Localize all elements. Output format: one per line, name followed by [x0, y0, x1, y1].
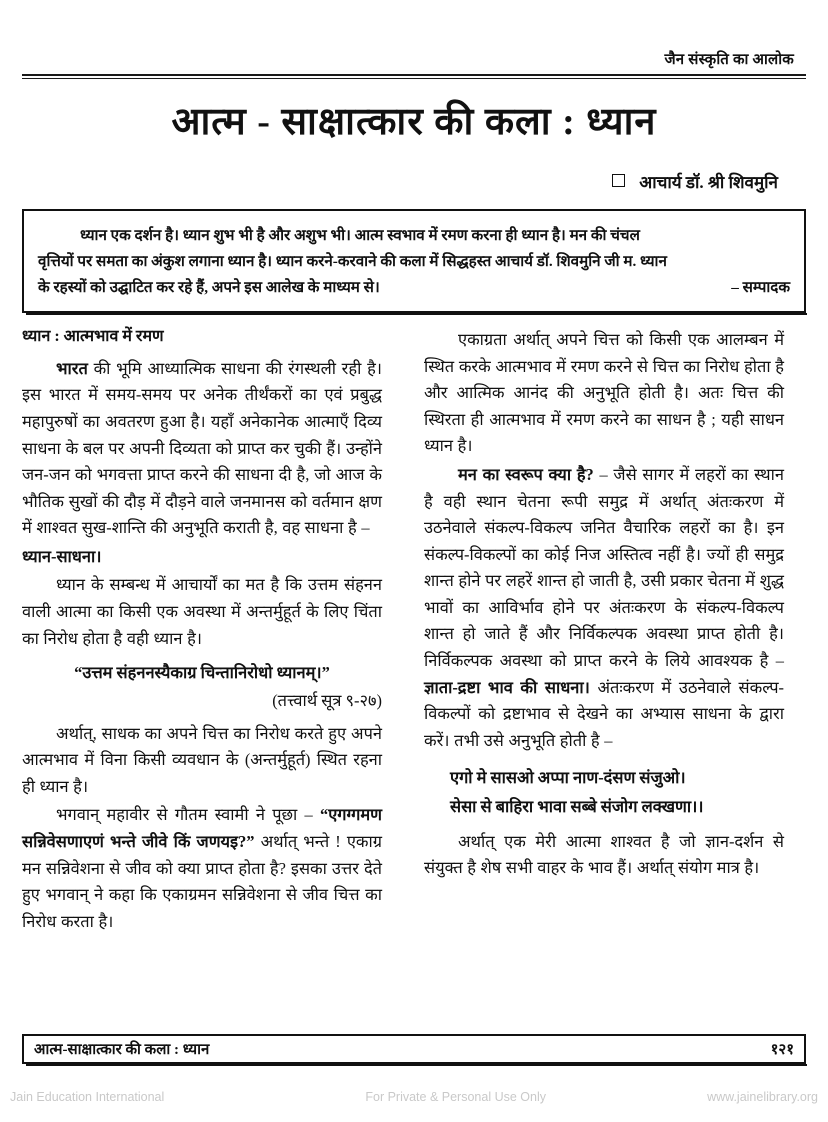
paragraph-left-4 [22, 802, 382, 935]
paragraph-left-1-body: की भूमि आध्यात्मिक साधना की रंगस्थली रही है। इस भारत में समय-समय पर अनेक तीर्थंकरों का एवं प्रबुद्ध महापुरुषों का अवतरण हुआ है। यहाँ अनेकानेक आत्माएँ दिव्य साधना के बल पर अपनी दिव्यता को प्राप्त कर चुकी हैं। उन्होंने जन-जन को भगवत्ता प्राप्त करने की साधना दी है, जो आज के भौतिक सुखों की दौड़ में दौड़ने वाले जनमानस को वर्तमान क्षण में शाश्वत सुख-शान्ति की अनुभूति कराती है, वह साधना है – [22, 358, 382, 538]
paragraph-lead-word: भारत [56, 358, 88, 378]
paragraph-left-1-tail [22, 544, 382, 571]
footer-article-title: आत्म-साक्षात्कार की कला : ध्यान [34, 1042, 210, 1058]
paragraph-left-2: ध्यान के सम्बन्ध में आचार्यों का मत है कि उत्तम संहनन वाली आत्मा का किसी एक अवस्था में अन्तर्मुहूर्त के लिए चिंता का निरोध होता है वही ध्यान है। [22, 575, 382, 648]
running-head: जैन संस्कृति का आलोक [664, 52, 794, 68]
dhyan-sadhana-term: ध्यान-साधना। [22, 546, 102, 566]
gatha-line-2: सेसा से बाहिरा भावा सब्बे संजोग लक्खणा।। [450, 796, 704, 816]
square-bullet-icon [612, 174, 625, 187]
paragraph-right-2-body: – जैसे सागर में लहरों का स्थान है वही स्थान चेतना रूपी समुद्र में अर्थात् अंतःकरण में उठनेवाले संकल्प-विकल्प जनित वैचारिक लहरों का है। इन संकल्प-विकल्पों का कोई निज अस्तित्व नहीं है। ज्यों ही समुद्र शान्त होने पर लहरें शान्त हो जाती है, उसी प्रकार चेतना में शुद्ध भावों का आविर्भाव होने पर अंतःकरण के संकल्प-विकल्प शान्त हो जाते हैं और निर्विकल्पक अवस्था प्राप्त होती है। निर्विकल्पक अवस्था को प्राप्त करने के लिये आवश्यक है – [424, 464, 784, 670]
abstract-line-1: ध्यान एक दर्शन है। ध्यान शुभ भी है और अशुभ भी। आत्म स्वभाव में रमण करना ही ध्यान है। मन की चंचल [80, 226, 640, 244]
scan-footer-left: Jain Education International [10, 1090, 165, 1104]
scan-footer-center: For Private & Personal Use Only [365, 1090, 546, 1104]
gatha-line-1: एगो मे सासओ अप्पा नाण-दंसण संजुओ। [450, 768, 686, 788]
paragraph-right-3: अर्थात् एक मेरी आत्मा शाश्वत है जो ज्ञान-दर्शन से संयुक्त है शेष सभी वाहर के भाव हैं। अर्थात् संयोग मात्र है। [424, 831, 784, 878]
byline [22, 170, 806, 193]
paragraph-right-2-tail: अंतःकरण में उठनेवाले संकल्प-विकल्पों को द्रष्टाभाव से देखने का अभ्यास साधना के द्वारा करें। तभी उसे अनुभूति होती है – [424, 677, 784, 750]
left-column [22, 327, 382, 937]
abstract-signature: – सम्पादक [731, 278, 790, 296]
abstract-line-2: वृत्तियों पर समता का अंकुश लगाना ध्यान है। ध्यान करने-करवाने की कला में सिद्धहस्त आचार्य डॉ. शिवमुनि जी म. ध्यान [38, 252, 667, 270]
paragraph-left-4-post: अर्थात् भन्ते ! एकाग्र मन सन्निवेशना से जीव को क्या प्राप्त होता है? इसका उत्तर देते हुए भगवान् ने कहा कि एकाग्रमन सन्निवेशना से जीव चित्त का निरोध करता है। [22, 832, 382, 931]
abstract-line-3: के रहस्यों को उद्घाटित कर रहे हैं, अपने इस आलेख के माध्यम से। [38, 278, 380, 296]
sanskrit-verse: “उत्तम संहननस्यैकाग्र चिन्तानिरोधो ध्यानम्।” [74, 663, 330, 683]
paragraph-left-3: अर्थात्, साधक का अपने चित्त का निरोध करते हुए अपने आत्मभाव में विना किसी व्यवधान के (अन्तर्मुहूर्त) स्थित रहना ही ध्यान है। [22, 723, 382, 796]
paragraph-right-1: एकाग्रता अर्थात् अपने चित्त को किसी एक आलम्बन में स्थित करके आत्मभाव में रमण करने से चित्त का निरोध होता है और आत्मिक आनंद की अनुभूति होती है। अतः चित्त की स्थिरता ही आत्मभाव में रमण करने का साधन है ; यही साधन ध्यान है। [424, 330, 784, 456]
footer-box [22, 1034, 806, 1064]
section-subheading: ध्यान : आत्मभाव में रमण [22, 328, 164, 346]
scan-footer-right[interactable]: www.jainelibrary.org [707, 1090, 818, 1104]
author-name: आचार्य डॉ. श्री शिवमुनि [639, 172, 778, 192]
header-rule [22, 74, 806, 79]
abstract-box [22, 209, 806, 313]
page-title: आत्म - साक्षात्कार की कला : ध्यान [171, 100, 657, 143]
paragraph-right-2 [424, 462, 784, 754]
abstract-last-line [38, 275, 790, 301]
page-number: १२१ [770, 1042, 794, 1058]
scan-watermark-footer [10, 1090, 818, 1104]
verse-citation: (तत्त्वार्थ सूत्र ९-२७) [272, 691, 382, 711]
mind-nature-question: मन का स्वरूप क्या है? [458, 464, 594, 484]
prakrit-gatha [424, 764, 784, 820]
paragraph-left-4-pre: भगवान् महावीर से गौतम स्वामी ने पूछा – [56, 805, 321, 825]
body-columns [22, 327, 806, 937]
right-column [424, 327, 784, 884]
gyata-drashta-term: ज्ञाता-द्रष्टा भाव की साधना। [424, 677, 590, 697]
paragraph-left-1 [22, 356, 382, 542]
prakrit-quote: “एगग्गमण सन्निवेसणाएणं भन्ते जीवे किं जणयइ?” [22, 805, 382, 852]
